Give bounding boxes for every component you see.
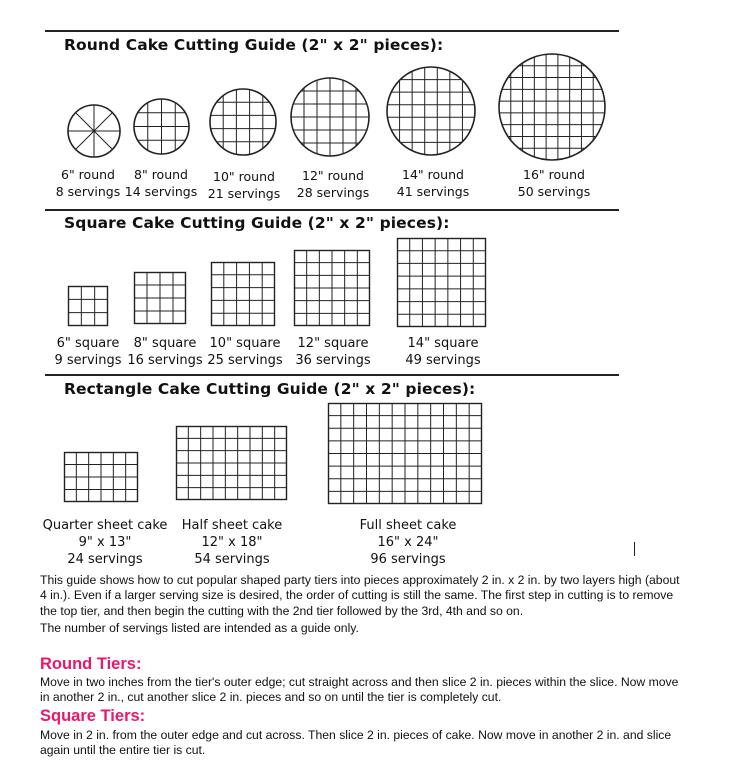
square-14in-outline (398, 239, 486, 327)
round-tiers-text: Move in two inches from the tier's outer edge; cut straight across and then slice 2 in. pieces within the slice. Now move in another 2 in., cut another slice 2 in. pieces and so on until the tier is completely cut. (40, 675, 679, 705)
square-8in-size: 8" square (133, 336, 197, 351)
round-cake-8in-diagram (133, 98, 190, 155)
full-sheet-servings: 96 servings (370, 552, 446, 567)
square-14in-servings: 49 servings (405, 353, 481, 368)
round-8in-size: 8" round (134, 167, 188, 182)
square-10in-size: 10" square (209, 336, 281, 351)
square-8in-servings: 16 servings (127, 353, 203, 368)
intro-paragraph: This guide shows how to cut popular shaped party tiers into pieces approximately 2 in. x 2 in. by two layers high (about 4 in.). Even if a larger serving size is desired, the order of cutting is still the same. The first step in cutting is to remove the top tier, and then begin the cutting with the 2nd tier followed by the 3rd, 4th and so on. (40, 573, 680, 618)
square-cake-12in-diagram (294, 250, 370, 326)
round-10in-servings: 21 servings (207, 186, 281, 201)
round-10in-size: 10" round (213, 169, 275, 184)
square-12in-servings: 36 servings (295, 353, 371, 368)
half-sheet-name: Half sheet cake (181, 518, 283, 533)
half-sheet-servings: 54 servings (194, 552, 270, 567)
quarter-sheet-servings: 24 servings (67, 552, 143, 567)
square-12in-caption (295, 335, 370, 369)
square-8in-caption (127, 335, 202, 369)
round-cake-16in-diagram (498, 53, 606, 161)
round-tiers-heading: Round Tiers: (40, 655, 142, 673)
round-12in-caption (297, 167, 369, 201)
round-14in-caption (397, 166, 469, 200)
square-cake-8in-diagram (134, 272, 186, 324)
full-sheet-size: 16" x 24" (377, 535, 439, 550)
round-12in-servings: 28 servings (296, 185, 370, 200)
round-cake-6in-diagram (67, 104, 121, 158)
square-12in-size: 12" square (297, 336, 369, 351)
square-6in-size: 6" square (56, 336, 120, 351)
round-16in-servings: 50 servings (517, 184, 591, 199)
guide-note: The number of servings listed are intended as a guide only. (40, 621, 359, 636)
half-sheet-cake-diagram (176, 426, 287, 500)
square-cake-6in-diagram (68, 286, 108, 326)
round-6in-caption (56, 166, 121, 200)
full-sheet-cake-diagram (328, 403, 482, 504)
square-6in-caption (54, 335, 121, 369)
square-tiers-heading: Square Tiers: (40, 707, 146, 725)
round-6in-size: 6" round (61, 167, 115, 182)
square-section-title: Square Cake Cutting Guide (2" x 2" pieces): (64, 214, 450, 232)
round-14in-outline (387, 67, 475, 155)
quarter-sheet-cake-diagram (64, 452, 138, 502)
full-sheet-name: Full sheet cake (359, 518, 457, 533)
round-16in-caption (518, 166, 590, 200)
round-section-title: Round Cake Cutting Guide (2" x 2" pieces): (64, 36, 444, 54)
intro-text-block (40, 573, 680, 637)
round-8in-caption (125, 166, 197, 200)
round-12in-size: 12" round (302, 168, 364, 183)
round-8in-servings: 14 servings (124, 184, 198, 199)
half-sheet-caption (182, 517, 282, 568)
round-16in-outline (499, 54, 605, 160)
square-14in-caption (405, 335, 480, 369)
round-14in-servings: 41 servings (396, 184, 470, 199)
square-10in-servings: 25 servings (207, 353, 283, 368)
square-10in-caption (207, 335, 282, 369)
square-6in-outline (69, 287, 108, 326)
rectangle-section-title: Rectangle Cake Cutting Guide (2" x 2" pieces): (64, 380, 476, 398)
round-cake-14in-diagram (386, 66, 476, 156)
round-16in-size: 16" round (523, 167, 585, 182)
rectangle-divider (45, 374, 619, 376)
round-10in-caption (208, 168, 280, 202)
square-6in-servings: 9 servings (54, 353, 122, 368)
square-14in-size: 14" square (407, 336, 479, 351)
half-sheet-size: 12" x 18" (201, 535, 263, 550)
round-6in-servings: 8 servings (55, 184, 121, 199)
quarter-sheet-name: Quarter sheet cake (42, 518, 168, 533)
round-10in-outline (210, 89, 276, 155)
quarter-sheet-caption (43, 517, 168, 568)
full-sheet-caption (360, 517, 457, 568)
quarter-sheet-size: 9" x 13" (78, 535, 132, 550)
square-tiers-text: Move in 2 in. from the outer edge and cut across. Then slice 2 in. pieces of cake. Now move in another 2 in. and slice again until the entire tier is cut. (40, 728, 672, 758)
square-cake-14in-diagram (397, 238, 486, 327)
square-cake-10in-diagram (211, 262, 275, 326)
round-cake-12in-diagram (290, 77, 370, 157)
top-divider (45, 30, 619, 32)
square-10in-outline (212, 263, 275, 326)
text-cursor (634, 542, 635, 556)
round-cake-10in-diagram (209, 88, 277, 156)
square-divider (45, 209, 619, 211)
round-14in-size: 14" round (402, 167, 464, 182)
